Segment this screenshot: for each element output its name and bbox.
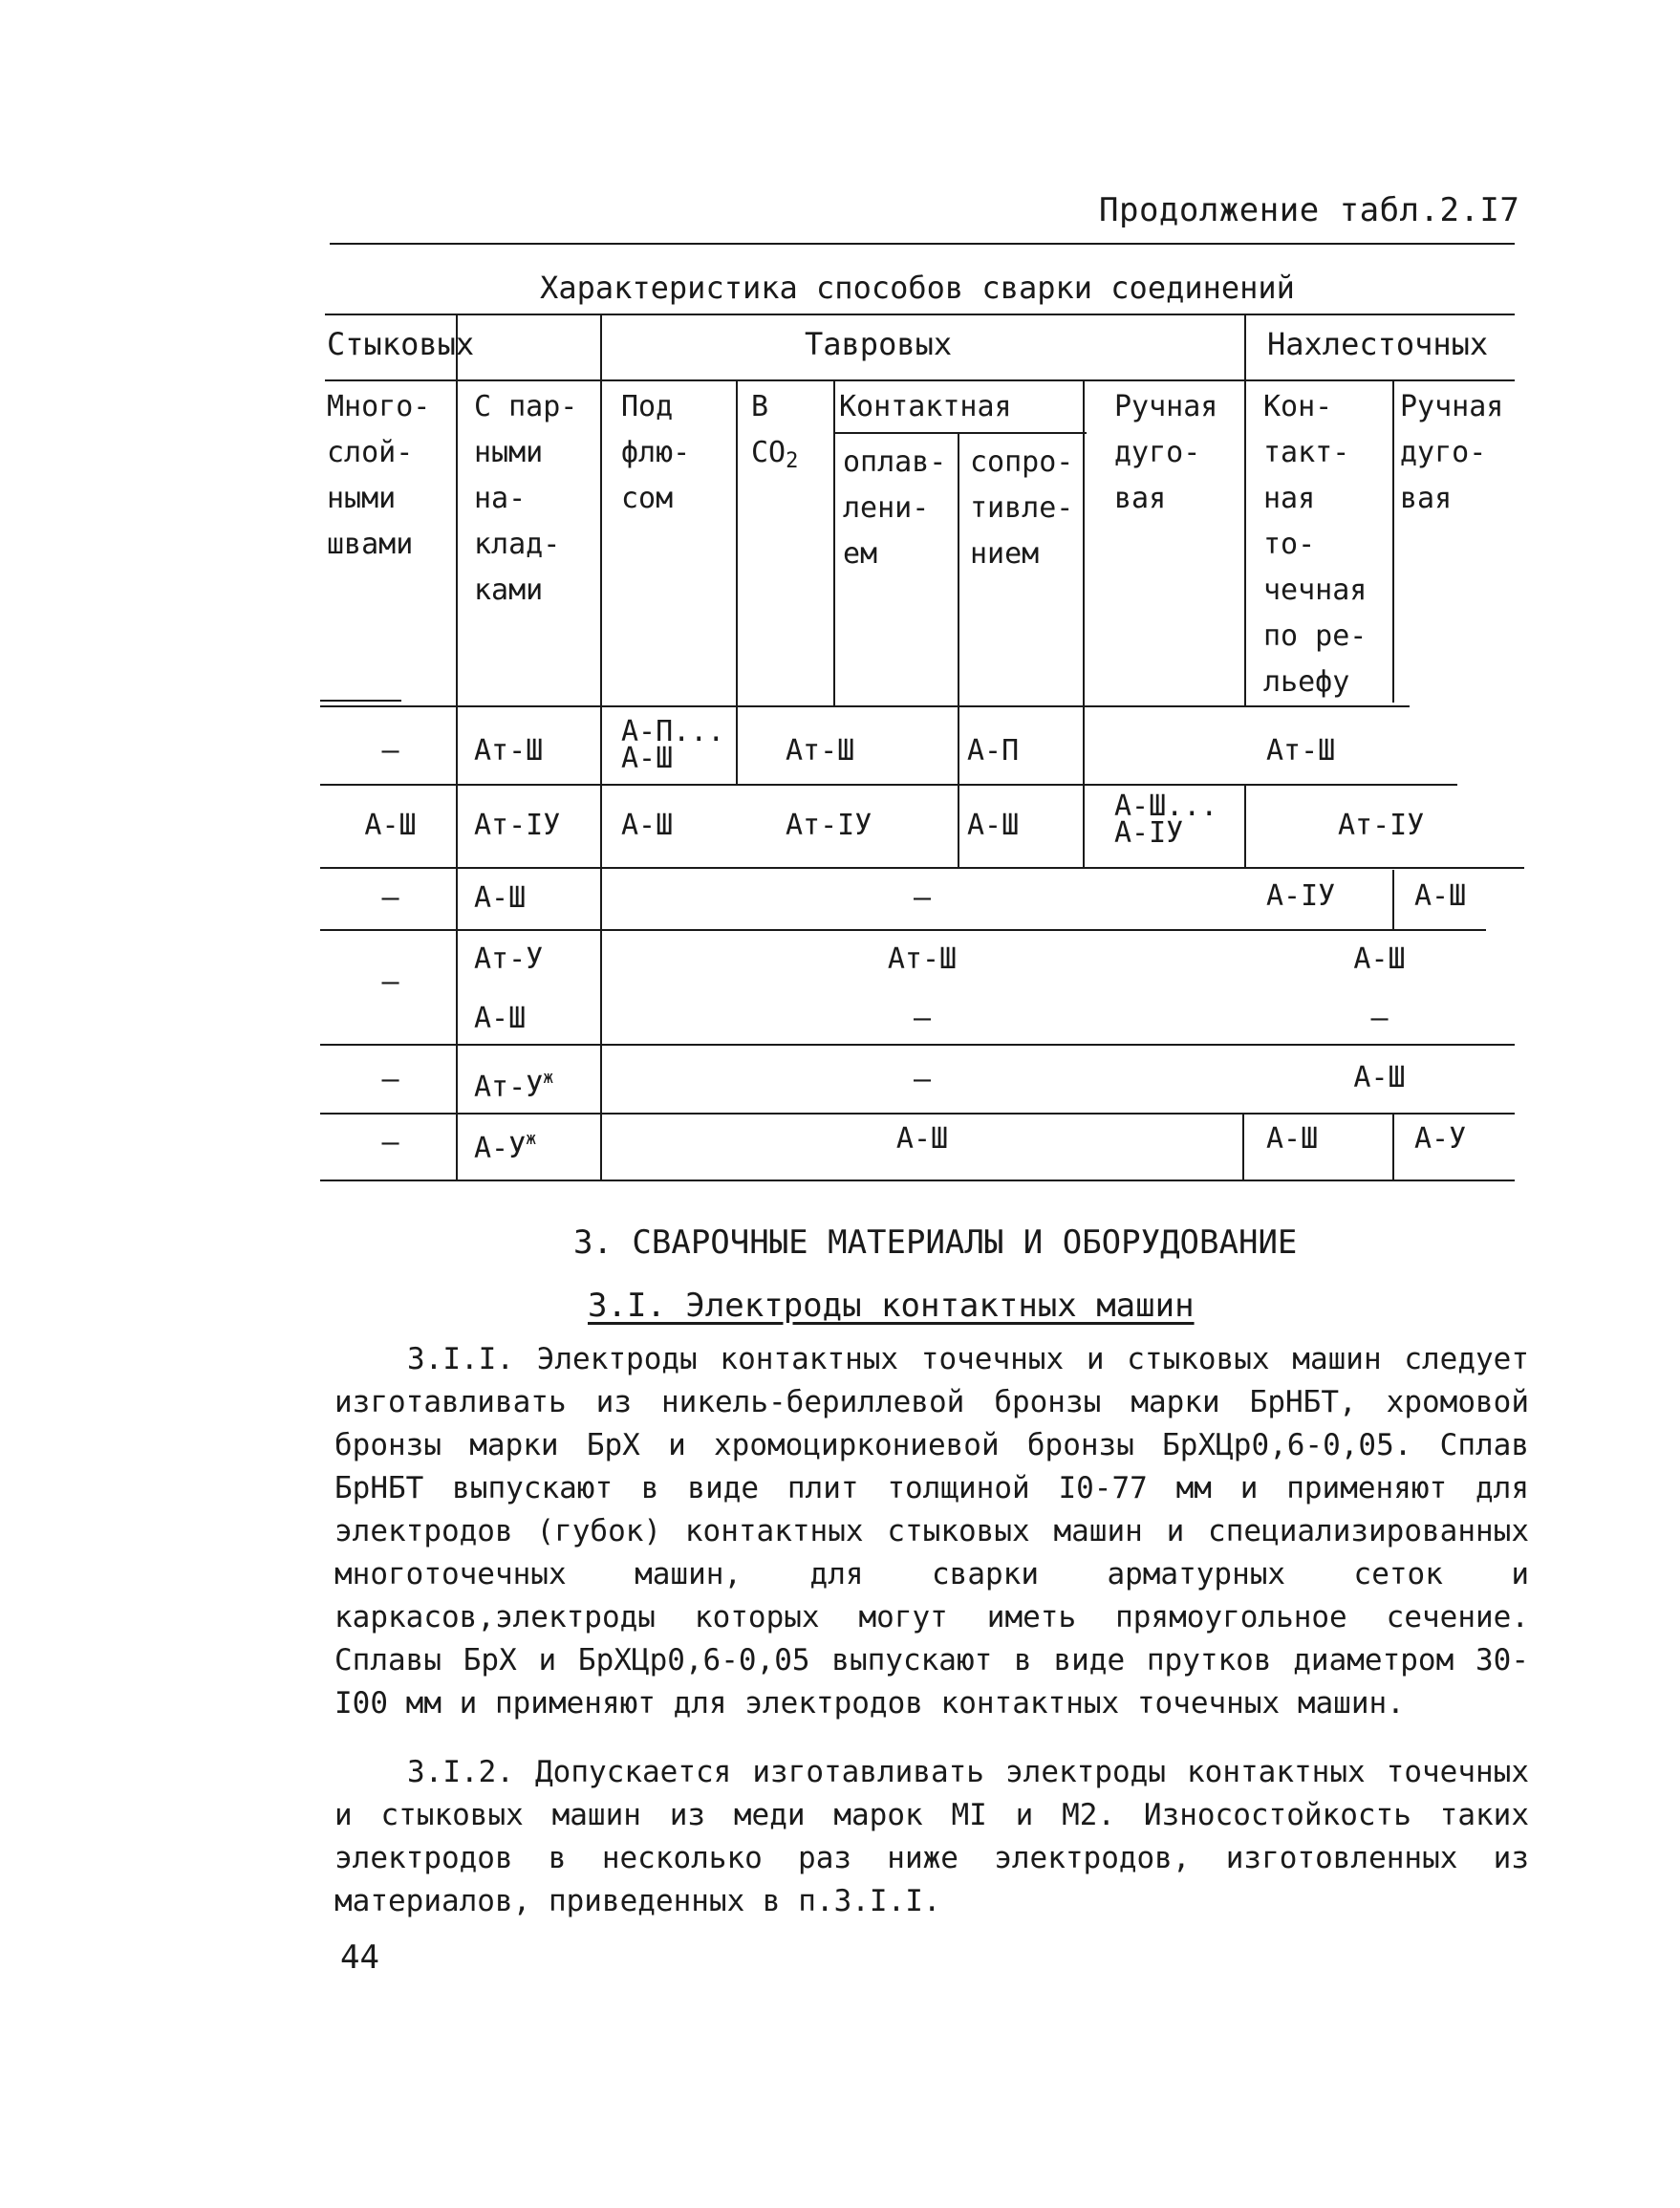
- col-multilayer: Много- слой- ными швами: [327, 390, 431, 561]
- table-row-5-paired: $Ат-У^ж$: [474, 1068, 554, 1104]
- table-row-5-multilayer: –: [381, 1063, 399, 1096]
- table-row-6-paired: $А-У^ж$: [474, 1129, 537, 1165]
- table-row-2-submerged: А-Ш: [621, 809, 674, 842]
- table-continuation-label: Продолжение табл.2.I7: [1099, 191, 1520, 229]
- table-row-6-manual-arc-lap: А-У: [1414, 1122, 1467, 1156]
- table-row-6-contact-spot: А-Ш: [1266, 1122, 1319, 1156]
- table-row-3-manual-arc-lap: А-Ш: [1414, 879, 1467, 913]
- col-submerged: Под флю- сом: [621, 390, 691, 515]
- col-paired: С пар- ными на- клад- ками: [474, 390, 578, 607]
- table-row-2-lap: Ат-IУ: [1338, 809, 1425, 842]
- header-tee: Тавровых: [805, 326, 953, 362]
- col-manual-arc-lap: Ручная дуго- вая: [1400, 390, 1504, 515]
- table-row-5-lap: А-Ш: [1353, 1061, 1406, 1094]
- table-row-2-manual-arc: А-Ш... А-IУ: [1114, 790, 1218, 850]
- col-contact: Контактная: [839, 390, 1012, 423]
- table-row-4-paired-a: Ат-У: [474, 942, 544, 976]
- table-row-1-submerged: А-П... А-Ш: [621, 715, 725, 775]
- table-row-4-tee-a: Ат-Ш: [887, 942, 958, 976]
- table-row-5-tee: –: [913, 1063, 932, 1096]
- table-row-1-lap: Ат-Ш: [1266, 734, 1336, 768]
- table-row-1-multilayer: –: [381, 734, 399, 768]
- col-co2: В $CO_2$: [751, 390, 799, 473]
- table-row-3-multilayer: –: [381, 881, 399, 915]
- table-row-1-tee-mid: Ат-Ш: [786, 734, 855, 768]
- table-row-3-contact-spot: А-IУ: [1266, 879, 1336, 913]
- paragraph-3-1-1: 3.I.I. Электроды контактных точечных и стыковых машин следует изготавливать из никель-бериллевой бронзы марки БрНБТ, хромовой бронзы марки БрХ и хромоциркониевой бронзы БрХЦр0,6-0,05. Сплав БрНБТ выпускают в виде плит толщиной I0-77 мм и применяют для электродов (губок) контактных стыковых машин и специализированных многоточечных машин, для сварки арматурных сеток и каркасов,электроды которых могут иметь прямоугольное сечение. Сплавы БрХ и БрХЦр0,6-0,05 выпускают в виде прутков диаметром 30-I00 мм и применяют для электродов контактных точечных машин.: [334, 1342, 1529, 1721]
- section-title: 3. СВАРОЧНЫЕ МАТЕРИАЛЫ И ОБОРУДОВАНИЕ: [573, 1223, 1298, 1262]
- header-butt: Стыковых: [327, 326, 475, 362]
- top-rule: [330, 243, 1515, 245]
- table-row-2-resistance: А-Ш: [967, 809, 1020, 842]
- section-subtitle: 3.I. Электроды контактных машин: [588, 1287, 1195, 1325]
- table-row-3-tee: –: [913, 881, 932, 915]
- table-row-4-tee-b: –: [913, 1002, 932, 1035]
- table-row-4-lap-a: А-Ш: [1353, 942, 1406, 976]
- col-manual-arc-tee: Ручная дуго- вая: [1114, 390, 1218, 515]
- page-number: 44: [340, 1938, 379, 1977]
- table-row-2-multilayer: А-Ш: [364, 809, 417, 842]
- table-row-4-lap-b: –: [1370, 1002, 1389, 1035]
- table-row-3-paired: А-Ш: [474, 881, 527, 915]
- table-row-2-paired: Ат-IУ: [474, 809, 561, 842]
- table-row-4-multilayer: –: [381, 965, 399, 999]
- col-resistance: сопро- тивле- нием: [970, 445, 1074, 571]
- table-row-2-tee-mid: Ат-IУ: [786, 809, 872, 842]
- table-caption: Характеристика способов сварки соединений: [540, 270, 1295, 306]
- col-flash: оплав- лени- ем: [843, 445, 947, 571]
- table-row-6-tee: А-Ш: [895, 1122, 949, 1156]
- table-row-1-paired: Ат-Ш: [474, 734, 544, 768]
- table-row-1-resistance: А-П: [967, 734, 1020, 768]
- table-row-6-multilayer: –: [381, 1126, 399, 1159]
- header-lap: Нахлесточных: [1267, 326, 1489, 362]
- col-contact-spot: Кон- такт- ная то- чечная по ре- льефу: [1263, 390, 1368, 699]
- table-row-4-paired-b: А-Ш: [474, 1002, 527, 1035]
- paragraph-3-1-2: 3.I.2. Допускается изготавливать электроды контактных точечных и стыковых машин из меди марок МI и М2. Износостойкость таких электродов в несколько раз ниже электродов, изготовленных из материалов, приведенных в п.3.I.I.: [334, 1755, 1529, 1918]
